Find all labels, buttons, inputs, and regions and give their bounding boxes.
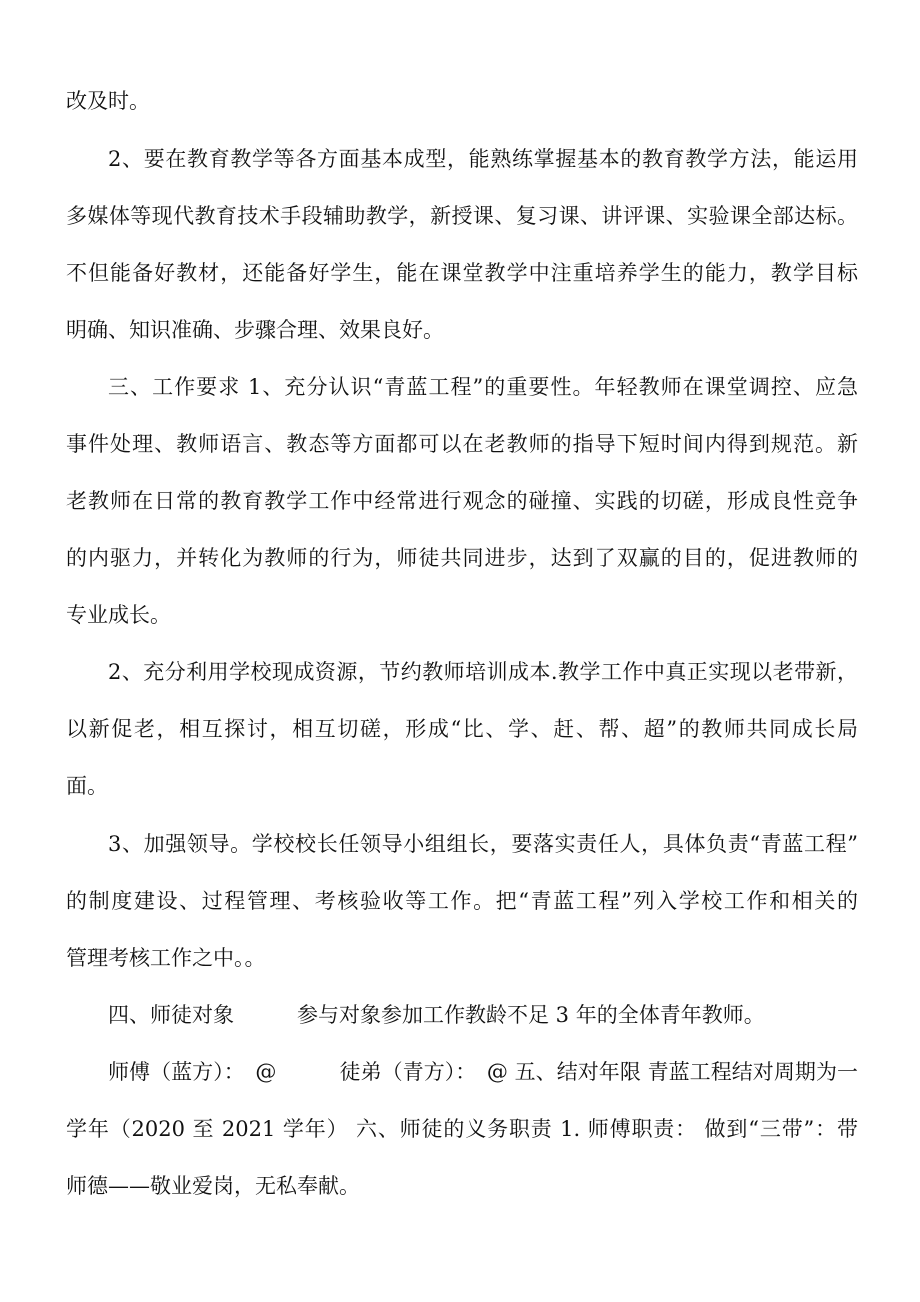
text-line: 的制度建设、过程管理、考核验收等工作。把“青蓝工程”列入学校工作和相关的	[66, 889, 858, 913]
text-line: 学年（2020 至 2021 学年） 六、师徒的义务职责 1. 师傅职责： 做到“三带”：带	[66, 1117, 858, 1141]
text-line: 四、师徒对象 参与对象参加工作教龄不足 3 年的全体青年教师。	[108, 1003, 765, 1027]
text-line: 事件处理、教师语言、教态等方面都可以在老教师的指导下短时间内得到规范。新	[66, 432, 858, 456]
text-line: 三、工作要求 1、充分认识“青蓝工程”的重要性。年轻教师在课堂调控、应急	[108, 375, 858, 399]
text-line: 以新促老，相互探讨，相互切磋，形成“比、学、赶、帮、超”的教师共同成长局	[66, 717, 858, 741]
text-line: 的内驱力，并转化为教师的行为，师徒共同进步，达到了双赢的目的，促进教师的	[66, 546, 858, 570]
text-line: 2、充分利用学校现成资源，节约教师培训成本.教学工作中真正实现以老带新，	[108, 660, 858, 684]
text-line: 老教师在日常的教育教学工作中经常进行观念的碰撞、实践的切磋，形成良性竞争	[66, 489, 858, 513]
text-line: 管理考核工作之中。。	[66, 946, 266, 970]
text-line: 2、要在教育教学等各方面基本成型，能熟练掌握基本的教育教学方法，能运用	[108, 147, 858, 171]
text-line: 多媒体等现代教育技术手段辅助教学，新授课、复习课、讲评课、实验课全部达标。	[66, 204, 858, 228]
text-line: 师德——敬业爱岗，无私奉献。	[66, 1174, 360, 1198]
text-line: 专业成长。	[66, 603, 171, 627]
text-line: 3、加强领导。学校校长任领导小组组长，要落实责任人，具体负责“青蓝工程”	[108, 832, 858, 856]
text-line: 面。	[66, 774, 108, 798]
text-line: 改及时。	[66, 89, 150, 113]
text-line: 明确、知识准确、步骤合理、效果良好。	[66, 318, 444, 342]
text-line: 师傅（蓝方）： @ 徒弟（青方）： @ 五、结对年限 青蓝工程结对周期为一	[108, 1060, 858, 1084]
text-line: 不但能备好教材，还能备好学生，能在课堂教学中注重培养学生的能力，教学目标	[66, 261, 858, 285]
